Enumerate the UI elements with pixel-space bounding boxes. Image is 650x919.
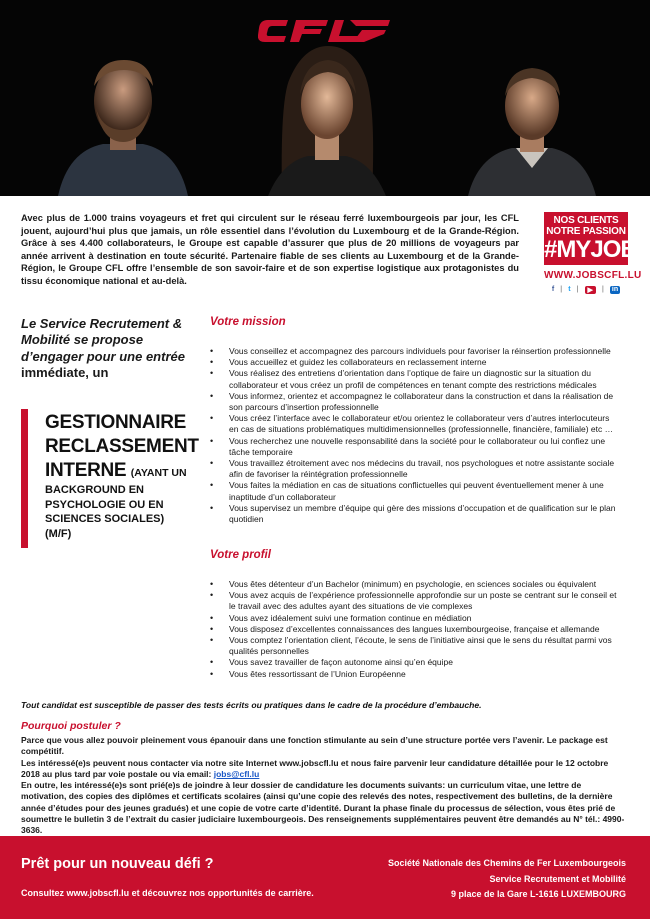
why-paragraph-2 [21,758,625,781]
badge-line-2: NOTRE PASSION [546,226,626,237]
divider: | [560,286,563,293]
facebook-icon[interactable]: f [551,286,555,293]
myjob-badge [544,212,642,294]
why-paragraph-2-text: Les intéressé(e)s peuvent nous contacter via notre site Internet www.jobscfl.lu et nous faire parvenir leur candidature détaillée pour le 12 octobre 2018 au plus tard par voie postale ou via email: [21,757,609,779]
mission-heading: Votre mission [210,316,286,328]
portrait-man [468,56,596,196]
mission-item: • Vous recherchez une nouvelle responsabilité dans la société pour le collaborateur ou lui confiez une tâche temporaire [210,436,618,458]
mission-item: • Vous accueillez et guidez les collaborateurs en reclassement interne [210,357,618,368]
profile-list [210,579,618,680]
address-line: 9 place de la Gare L-1616 LUXEMBOURG [450,889,626,899]
mission-item: • Vous travaillez étroitement avec nos médecins du travail, nos psychologues et notre assistante sociale afin de favoriser la réintégration professionnelle [210,458,618,480]
email-link[interactable]: jobs@cfl.lu [213,768,260,779]
address-line: Société Nationale des Chemins de Fer Luxembourgeois [387,858,626,868]
logo-text: CFL [258,18,260,19]
footer-heading: Prêt pour un nouveau défi ? [21,856,214,872]
lead-nonitalic: immédiate, un [21,364,109,380]
profile-item: • Vous comptez l’orientation client, l’écoute, le sens de l’initiative ainsi que le sens du résultat parmi vos qualités personnelles [210,635,618,657]
footer-address [388,856,626,903]
address-line: Service Recrutement et Mobilité [489,873,626,884]
profile-item: • Vous êtes ressortissant de l’Union Européenne [210,669,618,680]
mission-item: • Vous conseillez et accompagnez des parcours individuels pour favoriser la réinsertion professionnelle [210,346,618,357]
job-title [45,411,205,541]
badge-banner [544,212,637,265]
why-apply-text [21,735,625,837]
job-title-main: GESTIONNAIRE RECLASSEMENT INTERNE [45,412,199,481]
hero-photo-band [0,0,650,196]
selection-note: Tout candidat est susceptible de passer des tests écrits ou pratiques dans le cadre de la procédure d’embauche. [21,700,482,710]
social-links [544,286,628,294]
mission-item: • Vous réalisez des entretiens d’orientation dans l’optique de faire un diagnostic sur la situation du collaborateur et vous créez un profil de compétences en tenant compte des restrictions médicales [210,368,618,390]
mission-item: • Vous faites la médiation en cas de situations conflictuelles qui peuvent éventuellement mener à une inaptitude d’un collaborateur [210,480,618,502]
profile-item: • Vous avez idéalement suivi une formation continue en médiation [210,613,618,624]
twitter-icon[interactable]: t [568,286,571,293]
why-paragraph-1: Parce que vous allez pouvoir pleinement vous épanouir dans une fonction stimulante au sein d’une structure portée vers l’avenir. Le package est compétitif. [21,735,608,757]
divider: | [576,286,579,293]
youtube-icon[interactable]: ▶ [585,286,596,294]
mission-item: • Vous informez, orientez et accompagnez le collaborateur dans la construction et dans la réalisation de son parcours d’insertion professionnelle [210,391,618,413]
linkedin-icon[interactable]: in [611,286,619,293]
lead-text [21,316,196,381]
badge-line-1: NOS CLIENTS [553,215,619,226]
company-intro: Avec plus de 1.000 trains voyageurs et fret qui circulent sur le réseau ferré luxembourgeois par jour, les CFL jouent, aujourd’hui plus que jamais, un rôle essentiel dans l’évolution du Luxembourg et de la Grande-Région. Grâce à ses 4.400 collaborateurs, le Groupe est capable d’assurer que plus de 20 millions de voyageurs par année arrivent à destination en toute sécurité. Partenaire fiable de ses clients au Luxembourg et de la Grande-Région, le Groupe CFL offre l’ensemble de son savoir-faire et de son expertise logistique aux protagonistes du tissu économique national et au-delà. [21,213,519,286]
portrait-man-bearded [58,46,188,196]
footer-cta: Consultez www.jobscfl.lu et découvrez nos opportunités de carrière. [21,888,314,898]
profile-item: • Vous savez travailler de façon autonome ainsi qu’en équipe [210,657,618,668]
mission-list [210,346,618,525]
portrait-woman [268,38,386,196]
profile-heading: Votre profil [210,549,271,561]
job-title-subtitle: BACKGROUND EN PSYCHOLOGIE OU EN SCIENCES SOCIALES) [45,484,165,525]
accent-bar [21,409,28,548]
profile-item: • Vous avez acquis de l’expérience professionnelle approfondie sur un poste se centrant sur le conseil et le travail avec des adultes ayant des situations de vie complexes [210,590,618,612]
badge-hashtag: #MYJOB [544,236,637,263]
badge-url-link[interactable]: WWW.JOBSCFL.LU [544,270,642,281]
profile-item: • Vous disposez d’excellentes connaissances des langues luxembourgeoise, française et allemande [210,624,618,635]
job-title-block [21,401,201,547]
lead-italic: Le Service Recrutement & Mobilité se propose d’engager pour une entrée [21,316,185,364]
mission-item: • Vous supervisez un membre d’équipe qui gère des missions d’occupation et de qualification sur le plan quotidien [210,503,618,525]
mission-item: • Vous créez l’interface avec le collaborateur et/ou orientez le collaborateur vers d’autres interlocuteurs en cas de situations problématiques multidimensionnelles (professionnelle, financière, familiale) etc … [210,413,618,435]
why-apply-heading: Pourquoi postuler ? [21,720,121,732]
why-paragraph-3: En outre, les intéressé(e)s sont prié(e)s de joindre à leur dossier de candidature les documents suivants: un curriculum vitae, une lettre de motivation, des copies des diplômes et certificats scolaires (ainsi qu’une copie des relevés des notes, respectivement des bulletins, de la dernière année d’études pour des jeunes gradués) et une copie de votre carte d’identité. Durant la phase finale du processus de sélection, vous êtes prié de soumettre le bulletin 3 de l’extrait du casier judiciaire luxembourgeois. Des renseignements supplémentaires peuvent être demandés au N° tél.: 4990-3636. [21,780,625,836]
job-title-gender: (M/F) [45,527,72,540]
footer [0,836,650,919]
profile-item: • Vous êtes détenteur d’un Bachelor (minimum) en psychologie, en sciences sociales ou équivalent [210,579,618,590]
job-title-paren: (AYANT UN [130,467,187,479]
divider: | [601,286,604,293]
